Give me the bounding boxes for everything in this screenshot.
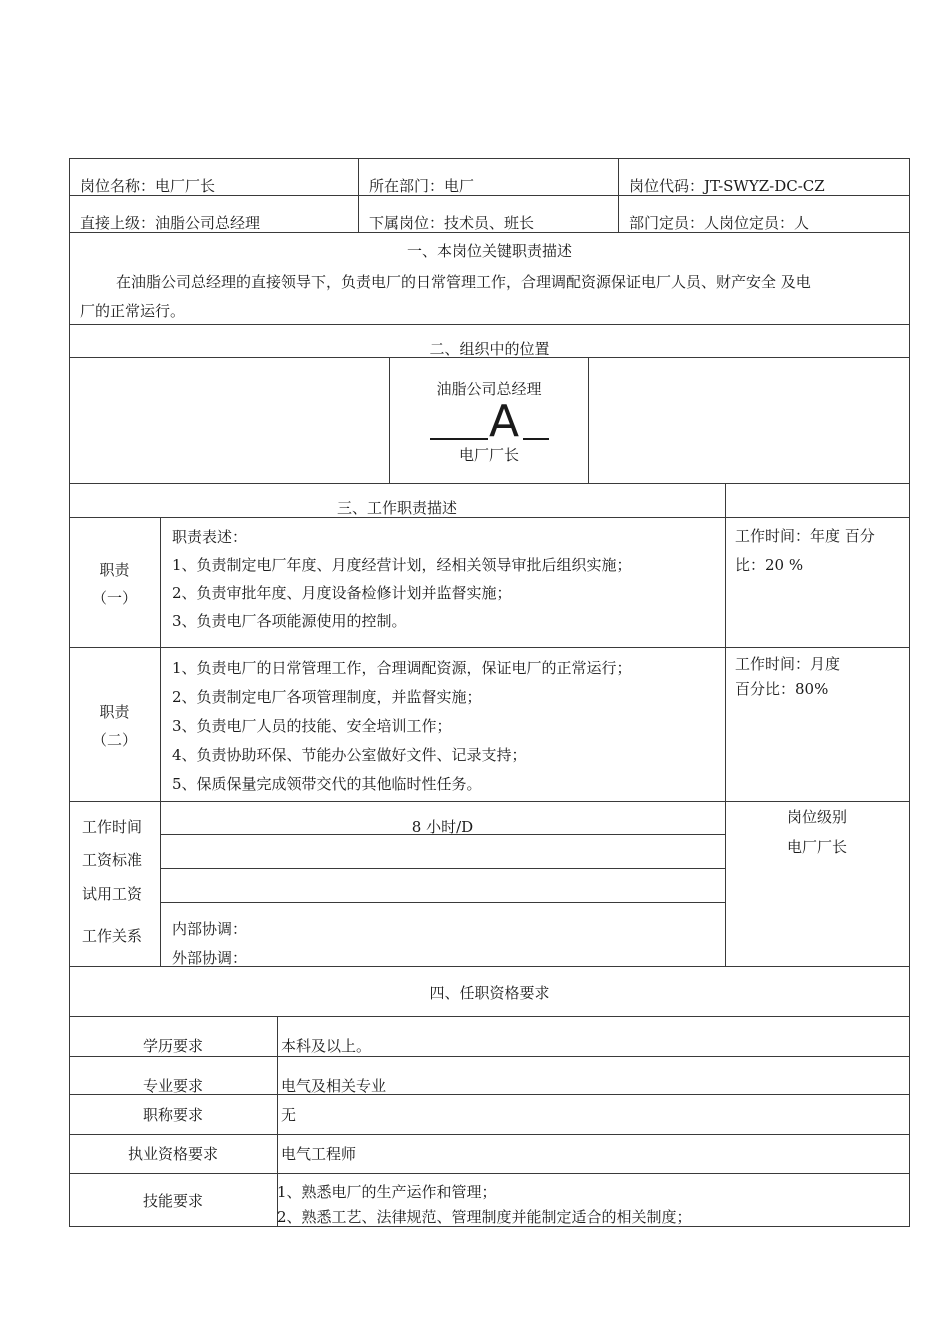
work-relations-label: 工作关系 (82, 927, 143, 945)
duty1-percent: 比：20 % (735, 556, 804, 574)
salary-label: 工资标准 (82, 851, 143, 869)
duty2-item: 5、保质保量完成领带交代的其他临时性任务。 (172, 775, 482, 793)
education-label: 学历要求 (142, 1037, 203, 1055)
duty2-item: 3、负责电厂人员的技能、安全培训工作； (172, 717, 452, 735)
duty1-label-num: （一） (91, 589, 137, 607)
external-coordination: 外部协调： (172, 949, 248, 967)
trial-salary-label: 试用工资 (82, 885, 143, 903)
job-code: 岗位代码：JT-SWYZ-DC-CZ (629, 177, 825, 195)
internal-coordination: 内部协调： (172, 920, 248, 938)
section2-title: 二、组织中的位置 (429, 340, 550, 358)
duty1-item: 3、负责电厂各项能源使用的控制。 (172, 612, 407, 630)
qualification-value: 电气工程师 (281, 1145, 357, 1163)
grade-value: 电厂厂长 (786, 838, 847, 856)
title-requirement-value: 无 (281, 1106, 297, 1124)
subordinate-positions: 下属岗位：技术员、班长 (369, 214, 535, 232)
duty1-item: 2、负责审批年度、月度设备检修计划并监督实施； (172, 584, 512, 602)
section1-title: 一、本岗位关键职责描述 (406, 242, 572, 260)
work-time-value: 8 小时/D (411, 818, 474, 836)
duty1-item: 1、负责制定电厂年度、月度经营计划，经相关领导审批后组织实施； (172, 556, 632, 574)
skill-item: 2、熟悉工艺、法律规范、管理制度并能制定适合的相关制度； (277, 1208, 692, 1226)
headcount: 部门定员：人岗位定员：人 (629, 214, 810, 232)
duty2-item: 2、负责制定电厂各项管理制度，并监督实施； (172, 688, 482, 706)
org-line-right (523, 438, 549, 440)
major-value: 电气及相关专业 (281, 1077, 387, 1095)
org-current-position: 电厂厂长 (458, 446, 519, 464)
job-name: 岗位名称：电厂厂长 (80, 177, 216, 195)
qualification-label: 执业资格要求 (127, 1145, 218, 1163)
duty1-time: 工作时间：年度 百分 (735, 527, 875, 545)
major-label: 专业要求 (142, 1077, 203, 1095)
duty2-label-num: （二） (91, 731, 137, 749)
duty1-heading: 职责表述： (172, 528, 248, 546)
skills-label: 技能要求 (142, 1192, 203, 1210)
org-line-left (430, 438, 488, 440)
skill-item: 1、熟悉电厂的生产运作和管理； (277, 1183, 497, 1201)
department: 所在部门：电厂 (369, 177, 475, 195)
work-time-label: 工作时间 (82, 818, 143, 836)
duty2-item: 4、负责协助环保、节能办公室做好文件、记录支持； (172, 746, 527, 764)
org-superior: 油脂公司总经理 (436, 380, 542, 398)
direct-superior: 直接上级：油脂公司总经理 (80, 214, 261, 232)
education-value: 本科及以上。 (281, 1037, 372, 1055)
duty2-time: 工作时间：月度 (735, 655, 841, 673)
section3-title: 三、工作职责描述 (336, 499, 457, 517)
title-requirement-label: 职称要求 (142, 1106, 203, 1124)
duty2-item: 1、负责电厂的日常管理工作，合理调配资源，保证电厂的正常运行； (172, 659, 632, 677)
org-arrow: A (488, 396, 520, 447)
section4-title: 四、任职资格要求 (429, 984, 550, 1002)
grade-label: 岗位级别 (786, 808, 847, 826)
key-duty-line-1: 在油脂公司总经理的直接领导下，负责电厂的日常管理工作，合理调配资源保证电厂人员、财产安全 及电 (116, 273, 811, 291)
duty2-label: 职责 (99, 703, 130, 721)
duty2-percent: 百分比：80% (735, 680, 829, 698)
duty1-label: 职责 (99, 561, 130, 579)
key-duty-line-2: 厂的正常运行。 (80, 302, 186, 320)
